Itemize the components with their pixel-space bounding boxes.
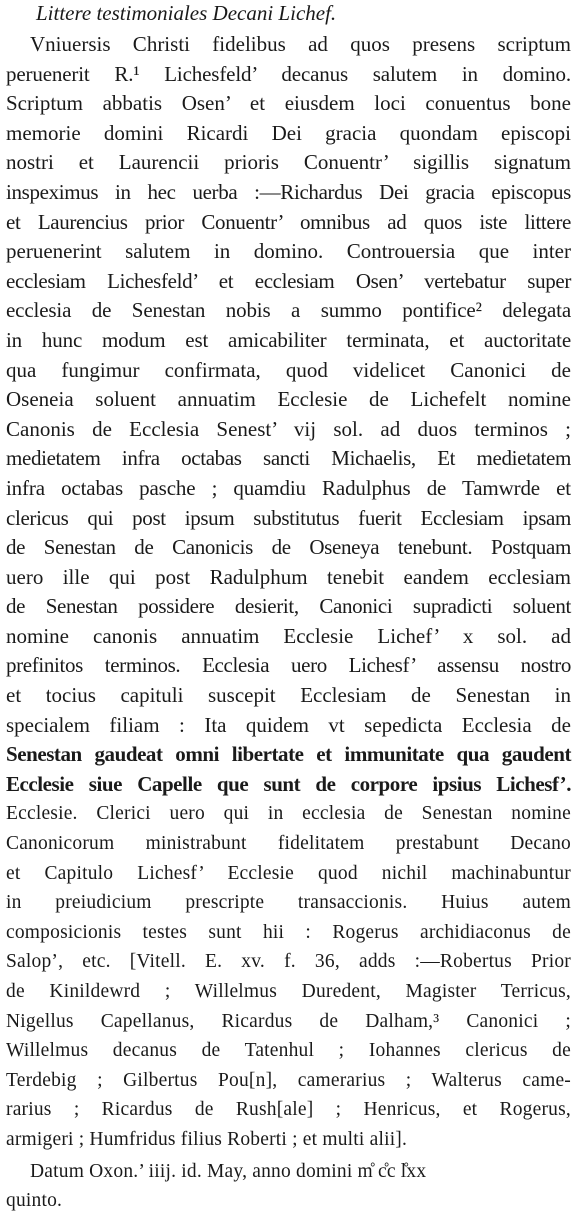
text-line: Ecclesie siue Capelle que sunt de corpore ipsius Lichesf’.: [6, 771, 571, 796]
text-line: Willelmus decanus de Tatenhul ; Iohannes clericus de: [6, 1040, 571, 1062]
text-line: armigeri ; Humfridus filius Roberti ; et multi alii].: [6, 1128, 408, 1150]
text-line: Vniuersis Christi fidelibus ad quos presens scriptum: [30, 32, 571, 56]
document-page: [6, 0, 571, 1216]
text-line: Terdebig ; Gilbertus Pou[n], camerarius ; Walterus came-: [6, 1069, 571, 1091]
text-line: in hunc modum est amicabiliter terminata, et auctoritate: [6, 327, 571, 352]
text-line: Oseneia soluent annuatim Ecclesie de Lichefelt nomine: [6, 387, 571, 412]
text-line: et Laurencius prior Conuentr’ omnibus ad quos iste littere: [6, 209, 571, 234]
text-line: prefinitos terminos. Ecclesia uero Lichesf’ assensu nostro: [6, 653, 571, 678]
document-body: [6, 30, 571, 1216]
text-line: nostri et Laurencii prioris Conuentr’ sigillis signatum: [6, 150, 571, 175]
text-line: in preiudicium prescripte transaccionis. Huius autem: [6, 892, 571, 914]
text-line: medietatem infra octabas sancti Michaelis, Et medietatem: [6, 446, 571, 471]
text-line: ecclesiam Lichesfeld’ et ecclesiam Osen’ vertebatur super: [6, 268, 571, 293]
text-line: Salop’, etc. [Vitell. E. xv. f. 36, adds :—Robertus Prior: [6, 951, 571, 973]
text-line: uero ille qui post Radulphum tenebit eandem ecclesiam: [6, 564, 571, 589]
document-title: Littere testimoniales Decani Lichef.: [36, 1, 337, 25]
text-line: quinto.: [6, 1190, 63, 1212]
text-line: infra octabas pasche ; quamdiu Radulphus de Tamwrde et: [6, 475, 571, 500]
text-line: peruenerint salutem in domino. Controuersia que inter: [6, 239, 571, 264]
text-line: clericus qui post ipsum substitutus fuerit Ecclesiam ipsam: [6, 505, 571, 530]
text-line: et tocius capituli suscepit Ecclesiam de Senestan in: [6, 683, 571, 708]
text-line: nomine canonis annuatim Ecclesie Lichef’ x sol. ad: [6, 623, 571, 648]
text-line: qua fungimur confirmata, quod videlicet Canonici de: [6, 357, 571, 382]
text-line: Canonis de Ecclesia Senest’ vij sol. ad duos terminos ;: [6, 416, 571, 441]
text-line: specialem filiam : Ita quidem vt sepedicta Ecclesia de: [6, 712, 571, 737]
text-line: memorie domini Ricardi Dei gracia quondam episcopi: [6, 120, 571, 145]
text-line: Scriptum abbatis Osen’ et eiusdem loci conuentus bone: [6, 91, 571, 116]
text-line: et Capitulo Lichesf’ Ecclesie quod nichil machinabuntur: [6, 862, 571, 884]
text-line: peruenerit R.¹ Lichesfeld’ decanus salutem in domino.: [6, 61, 571, 86]
text-line: de Kinildewrd ; Willelmus Duredent, Magister Terricus,: [6, 981, 571, 1002]
text-line: rarius ; Ricardus de Rush[ale] ; Henricus, et Rogerus,: [6, 1099, 571, 1121]
text-line: Nigellus Capellanus, Ricardus de Dalham,³ Canonici ;: [6, 1010, 571, 1032]
text-line: composicionis testes sunt hii : Rogerus archidiaconus de: [6, 921, 571, 943]
text-line: de Senestan de Canonicis de Oseneya tenebunt. Postquam: [6, 535, 571, 560]
text-line: inspeximus in hec uerba :—Richardus Dei gracia episcopus: [6, 179, 571, 204]
text-line: Ecclesie. Clerici uero qui in ecclesia de Senestan nomine: [6, 803, 571, 825]
text-line: Datum Oxon.’ iiij. id. May, anno domini m̊ c̊c l̊xx: [30, 1160, 427, 1182]
text-line: Canonicorum ministrabunt fidelitatem prestabunt Decano: [6, 833, 571, 855]
text-line: de Senestan possidere desierit, Canonici supradicti soluent: [6, 594, 571, 619]
text-line: Senestan gaudeat omni libertate et immunitate qua gaudent: [6, 742, 571, 767]
text-line: ecclesia de Senestan nobis a summo pontifice² delegata: [6, 298, 571, 323]
